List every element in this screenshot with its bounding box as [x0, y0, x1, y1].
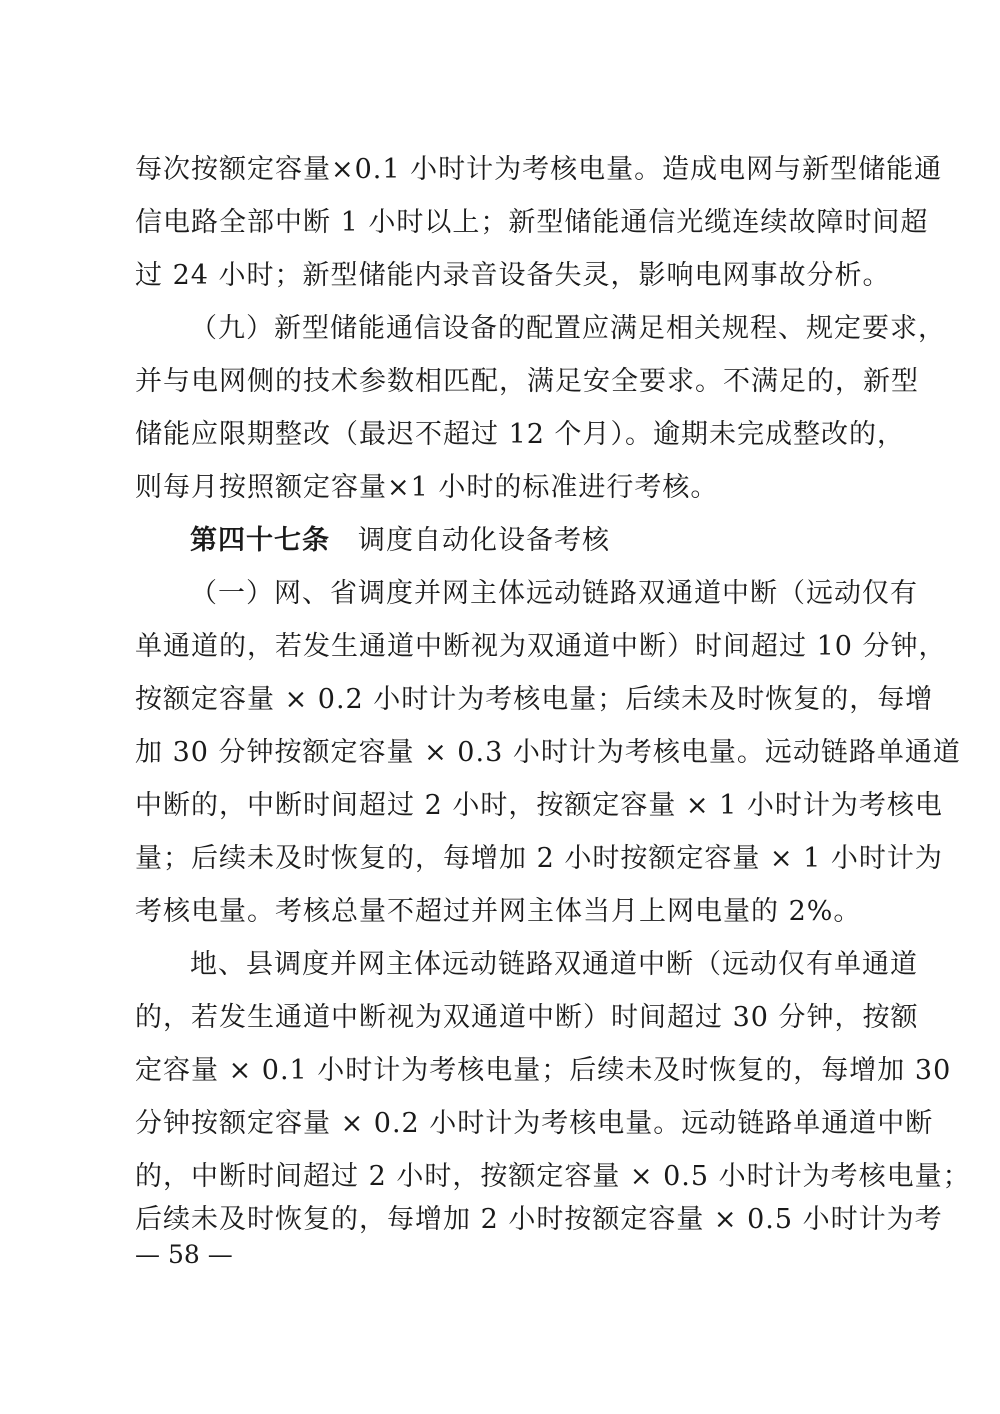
paragraph-line: 过 24 小时；新型储能内录音设备失灵，影响电网事故分析。: [135, 260, 891, 291]
paragraph-line: 考核电量。考核总量不超过并网主体当月上网电量的 2%。: [135, 896, 862, 927]
paragraph-line: 后续未及时恢复的，每增加 2 小时按额定容量 × 0.5 小时计为考: [135, 1204, 943, 1235]
paragraph-line: 按额定容量 × 0.2 小时计为考核电量；后续未及时恢复的，每增: [135, 684, 934, 715]
paragraph-line: 并与电网侧的技术参数相匹配，满足安全要求。不满足的，新型: [135, 366, 919, 397]
paragraph-line: 量；后续未及时恢复的，每增加 2 小时按额定容量 × 1 小时计为: [135, 843, 943, 874]
paragraph-line: 的，中断时间超过 2 小时，按额定容量 × 0.5 小时计为考核电量；: [135, 1161, 971, 1192]
paragraph-line: 加 30 分钟按额定容量 × 0.3 小时计为考核电量。远动链路单通道: [135, 737, 961, 768]
paragraph-line: 每次按额定容量×0.1 小时计为考核电量。造成电网与新型储能通: [135, 154, 943, 185]
paragraph-line: 储能应限期整改（最迟不超过 12 个月）。逾期未完成整改的，: [135, 419, 906, 450]
page-number: — 58 —: [135, 1240, 233, 1269]
paragraph-line: （九）新型储能通信设备的配置应满足相关规程、规定要求，: [190, 313, 946, 344]
paragraph-line: （一）网、省调度并网主体远动链路双通道中断（远动仅有: [190, 578, 918, 609]
paragraph-line: 分钟按额定容量 × 0.2 小时计为考核电量。远动链路单通道中断: [135, 1108, 934, 1139]
paragraph-line: 单通道的，若发生通道中断视为双通道中断）时间超过 10 分钟，: [135, 631, 947, 662]
paragraph-line: 中断的，中断时间超过 2 小时，按额定容量 × 1 小时计为考核电: [135, 790, 943, 821]
paragraph-line: 地、县调度并网主体远动链路双通道中断（远动仅有单通道: [190, 949, 918, 980]
article-number: 第四十七条: [190, 525, 330, 556]
paragraph-line: 则每月按照额定容量×1 小时的标准进行考核。: [135, 472, 719, 503]
paragraph-line: 的，若发生通道中断视为双通道中断）时间超过 30 分钟，按额: [135, 1002, 919, 1033]
article-heading: [190, 521, 875, 561]
article-title: 调度自动化设备考核: [358, 525, 610, 556]
paragraph-line: 信电路全部中断 1 小时以上；新型储能通信光缆连续故障时间超: [135, 207, 929, 238]
paragraph-line: 定容量 × 0.1 小时计为考核电量；后续未及时恢复的，每增加 30: [135, 1055, 952, 1086]
